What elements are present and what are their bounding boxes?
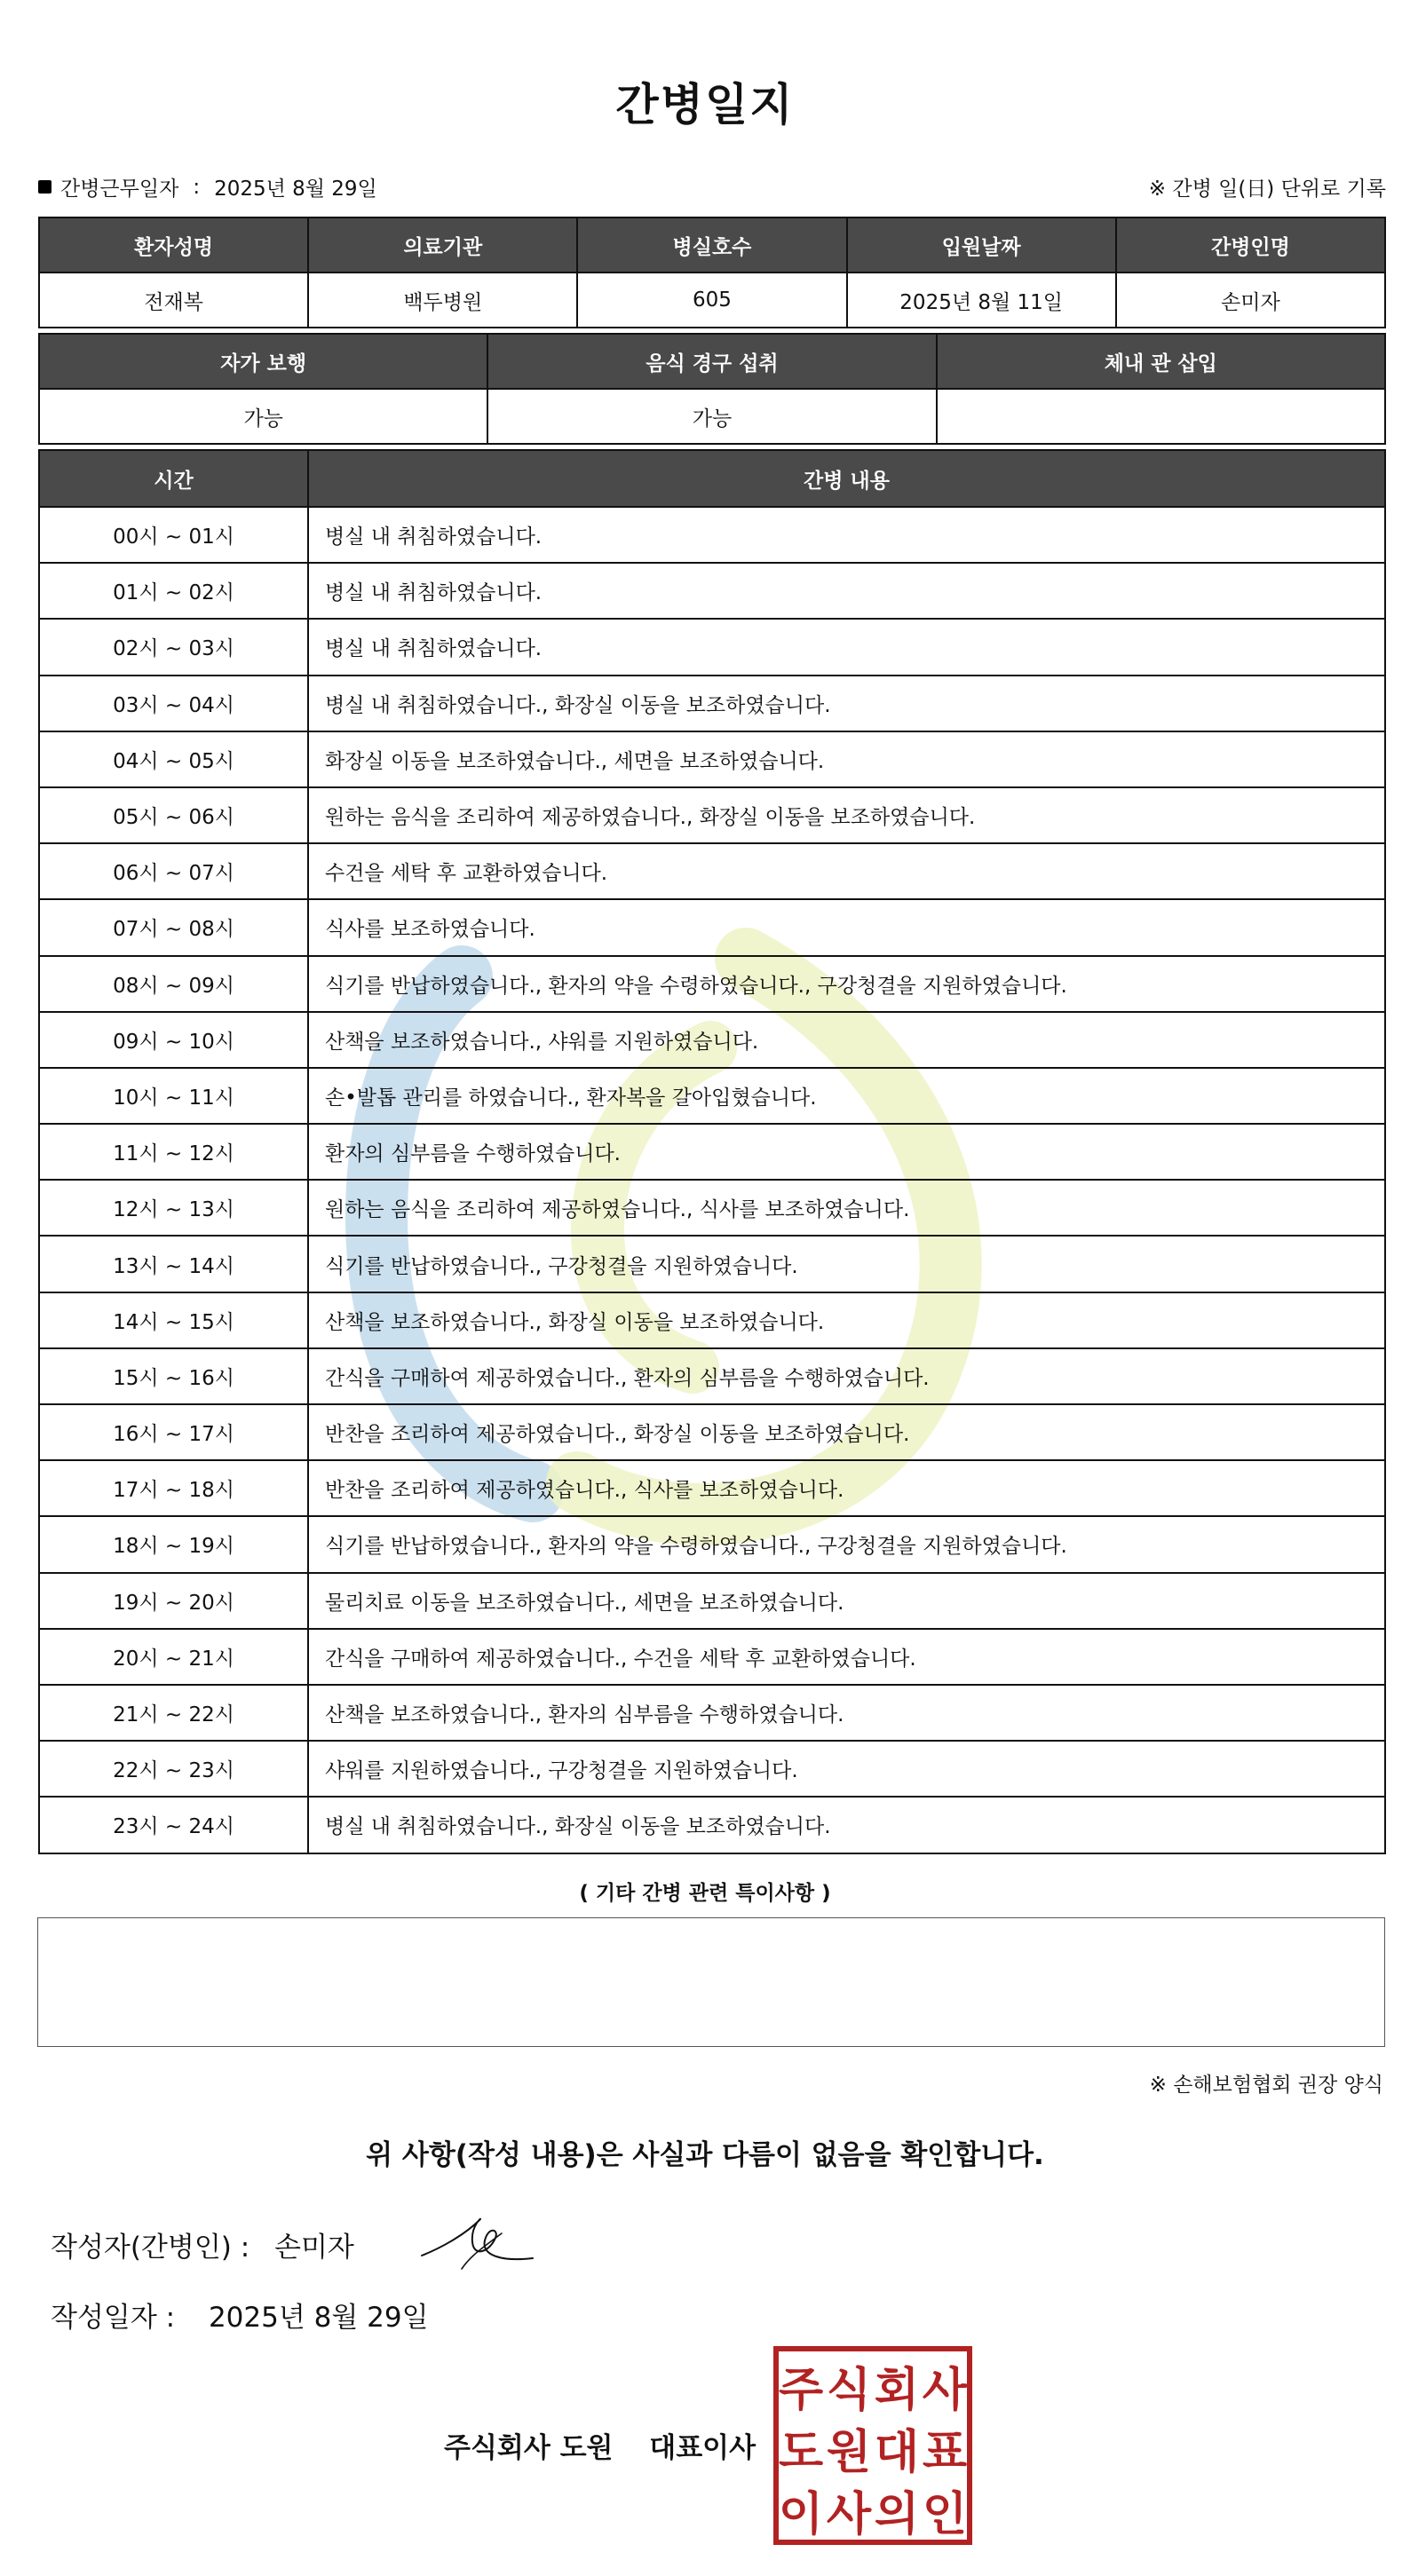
table-row	[39, 563, 1385, 619]
table-row	[39, 1292, 1385, 1348]
care-content-cell: 물리치료 이동을 보조하였습니다., 세면을 보조하였습니다.	[308, 1573, 1385, 1629]
care-content-cell: 화장실 이동을 보조하였습니다., 세면을 보조하였습니다.	[308, 731, 1385, 787]
bullet-square-icon	[38, 180, 51, 194]
table-row	[39, 507, 1385, 563]
header-time: 시간	[39, 450, 308, 507]
time-cell: 21시 ~ 22시	[39, 1685, 308, 1741]
company-name: 주식회사 도원	[444, 2432, 614, 2464]
seal-character: 사	[922, 2364, 968, 2417]
work-date-value: 2025년 8월 29일	[214, 178, 377, 201]
writer-label: 작성자(간병인) :	[51, 2232, 250, 2264]
time-cell: 14시 ~ 15시	[39, 1292, 308, 1348]
caregiver-name: 손미자	[1116, 273, 1385, 328]
care-content-cell: 손•발톱 관리를 하였습니다., 환자복을 갈아입혔습니다.	[308, 1068, 1385, 1124]
seal-character: 표	[922, 2426, 968, 2479]
work-date-separator: :	[193, 175, 201, 199]
seal-character: 회	[874, 2364, 920, 2417]
company-seal	[772, 2345, 973, 2546]
time-cell: 18시 ~ 19시	[39, 1516, 308, 1572]
time-cell: 17시 ~ 18시	[39, 1460, 308, 1516]
seal-character: 대	[874, 2426, 920, 2479]
table-row	[39, 1573, 1385, 1629]
time-cell: 11시 ~ 12시	[39, 1124, 308, 1180]
header-admission-date: 입원날짜	[847, 217, 1116, 273]
company-signature-row	[444, 2425, 756, 2465]
time-cell: 07시 ~ 08시	[39, 899, 308, 955]
table-row	[39, 676, 1385, 731]
care-content-cell: 원하는 음식을 조리하여 제공하였습니다., 식사를 보조하였습니다.	[308, 1180, 1385, 1236]
writer-name: 손미자	[274, 2232, 354, 2264]
table-row	[39, 1124, 1385, 1180]
work-date-label: 간병근무일자	[60, 178, 179, 201]
table-row	[39, 843, 1385, 899]
table-row	[39, 731, 1385, 787]
seal-character: 식	[826, 2364, 872, 2417]
time-cell: 15시 ~ 16시	[39, 1348, 308, 1404]
header-care-content: 간병 내용	[308, 450, 1385, 507]
time-cell: 13시 ~ 14시	[39, 1236, 308, 1292]
table-row	[39, 619, 1385, 675]
table-row	[39, 1012, 1385, 1068]
care-content-cell: 환자의 심부름을 수행하였습니다.	[308, 1124, 1385, 1180]
care-log-table	[38, 449, 1386, 1854]
care-content-cell: 샤워를 지원하였습니다., 구강청결을 지원하였습니다.	[308, 1741, 1385, 1797]
header-patient-name: 환자성명	[39, 217, 308, 273]
time-cell: 01시 ~ 02시	[39, 563, 308, 619]
care-content-cell: 간식을 구매하여 제공하였습니다., 환자의 심부름을 수행하였습니다.	[308, 1348, 1385, 1404]
header-tube-insertion: 체내 관 삽입	[937, 334, 1385, 389]
form-note: ※ 손해보험협회 권장 양식	[1149, 2074, 1383, 2097]
writer-row	[51, 2224, 354, 2264]
time-cell: 16시 ~ 17시	[39, 1404, 308, 1460]
header-hospital: 의료기관	[308, 217, 577, 273]
day-unit-note: ※ 간병 일(日) 단위로 기록	[1148, 178, 1386, 201]
admission-date: 2025년 8월 11일	[847, 273, 1116, 328]
table-row	[39, 1741, 1385, 1797]
page-title: 간병일지	[615, 79, 795, 130]
time-cell: 23시 ~ 24시	[39, 1797, 308, 1853]
care-content-cell: 반찬을 조리하여 제공하였습니다., 식사를 보조하였습니다.	[308, 1460, 1385, 1516]
table-row	[39, 1348, 1385, 1404]
care-content-cell: 식기를 반납하였습니다., 구강청결을 지원하였습니다.	[308, 1236, 1385, 1292]
written-date-row	[51, 2295, 429, 2335]
time-cell: 06시 ~ 07시	[39, 843, 308, 899]
care-content-cell: 병실 내 취침하였습니다.	[308, 563, 1385, 619]
seal-character: 도	[778, 2426, 824, 2479]
table-row	[39, 1460, 1385, 1516]
header-caregiver-name: 간병인명	[1116, 217, 1385, 273]
time-cell: 10시 ~ 11시	[39, 1068, 308, 1124]
seal-character: 의	[874, 2488, 920, 2541]
table-row	[39, 787, 1385, 843]
header-oral-intake: 음식 경구 섭취	[487, 334, 936, 389]
table-row	[39, 1797, 1385, 1853]
table-row	[39, 956, 1385, 1012]
care-content-cell: 수건을 세탁 후 교환하였습니다.	[308, 843, 1385, 899]
care-content-cell: 반찬을 조리하여 제공하였습니다., 화장실 이동을 보조하였습니다.	[308, 1404, 1385, 1460]
confirm-statement: 위 사항(작성 내용)은 사실과 다름이 없음을 확인합니다.	[366, 2139, 1044, 2171]
care-log-body	[39, 507, 1385, 1853]
header-room: 병실호수	[577, 217, 846, 273]
time-cell: 00시 ~ 01시	[39, 507, 308, 563]
care-content-cell: 병실 내 취침하였습니다., 화장실 이동을 보조하였습니다.	[308, 1797, 1385, 1853]
tube-insertion	[937, 389, 1385, 444]
company-title: 대표이사	[649, 2432, 756, 2464]
time-cell: 08시 ~ 09시	[39, 956, 308, 1012]
seal-character: 이	[778, 2488, 824, 2541]
time-cell: 20시 ~ 21시	[39, 1629, 308, 1685]
oral-intake: 가능	[487, 389, 936, 444]
seal-character: 사	[826, 2488, 872, 2541]
care-content-cell: 식사를 보조하였습니다.	[308, 899, 1385, 955]
hospital: 백두병원	[308, 273, 577, 328]
care-content-cell: 산책을 보조하였습니다., 환자의 심부름을 수행하였습니다.	[308, 1685, 1385, 1741]
time-cell: 04시 ~ 05시	[39, 731, 308, 787]
header-self-walking: 자가 보행	[39, 334, 487, 389]
table-row	[39, 1516, 1385, 1572]
care-content-cell: 병실 내 취침하였습니다., 화장실 이동을 보조하였습니다.	[308, 676, 1385, 731]
table-row	[39, 1180, 1385, 1236]
time-cell: 09시 ~ 10시	[39, 1012, 308, 1068]
notes-box	[37, 1917, 1385, 2047]
care-content-cell: 산책을 보조하였습니다., 화장실 이동을 보조하였습니다.	[308, 1292, 1385, 1348]
time-cell: 22시 ~ 23시	[39, 1741, 308, 1797]
care-content-cell: 원하는 음식을 조리하여 제공하였습니다., 화장실 이동을 보조하였습니다.	[308, 787, 1385, 843]
signature-graphic	[417, 2207, 542, 2278]
time-cell: 05시 ~ 06시	[39, 787, 308, 843]
care-content-cell: 식기를 반납하였습니다., 환자의 약을 수령하였습니다., 구강청결을 지원하였습니다.	[308, 1516, 1385, 1572]
ability-table	[38, 333, 1386, 445]
care-content-cell: 산책을 보조하였습니다., 샤워를 지원하였습니다.	[308, 1012, 1385, 1068]
table-row	[39, 1404, 1385, 1460]
care-content-cell: 간식을 구매하여 제공하였습니다., 수건을 세탁 후 교환하였습니다.	[308, 1629, 1385, 1685]
written-date-label: 작성일자 :	[51, 2302, 176, 2334]
patient-info-table	[38, 217, 1386, 328]
care-content-cell: 식기를 반납하였습니다., 환자의 약을 수령하였습니다., 구강청결을 지원하였습니다.	[308, 956, 1385, 1012]
time-cell: 12시 ~ 13시	[39, 1180, 308, 1236]
seal-character: 인	[922, 2488, 968, 2541]
notes-title: ( 기타 간병 관련 특이사항 )	[579, 1882, 831, 1905]
work-date-row	[38, 172, 1386, 204]
patient-name: 전재복	[39, 273, 308, 328]
self-walking: 가능	[39, 389, 487, 444]
table-row	[39, 1685, 1385, 1741]
time-cell: 03시 ~ 04시	[39, 676, 308, 731]
time-cell: 19시 ~ 20시	[39, 1573, 308, 1629]
table-row	[39, 1068, 1385, 1124]
table-row	[39, 1236, 1385, 1292]
table-row	[39, 899, 1385, 955]
written-date: 2025년 8월 29일	[208, 2302, 429, 2334]
care-content-cell: 병실 내 취침하였습니다.	[308, 507, 1385, 563]
room-number: 605	[577, 273, 846, 328]
time-cell: 02시 ~ 03시	[39, 619, 308, 675]
seal-character: 원	[826, 2426, 872, 2479]
care-content-cell: 병실 내 취침하였습니다.	[308, 619, 1385, 675]
table-row	[39, 1629, 1385, 1685]
seal-character: 주	[778, 2364, 824, 2417]
